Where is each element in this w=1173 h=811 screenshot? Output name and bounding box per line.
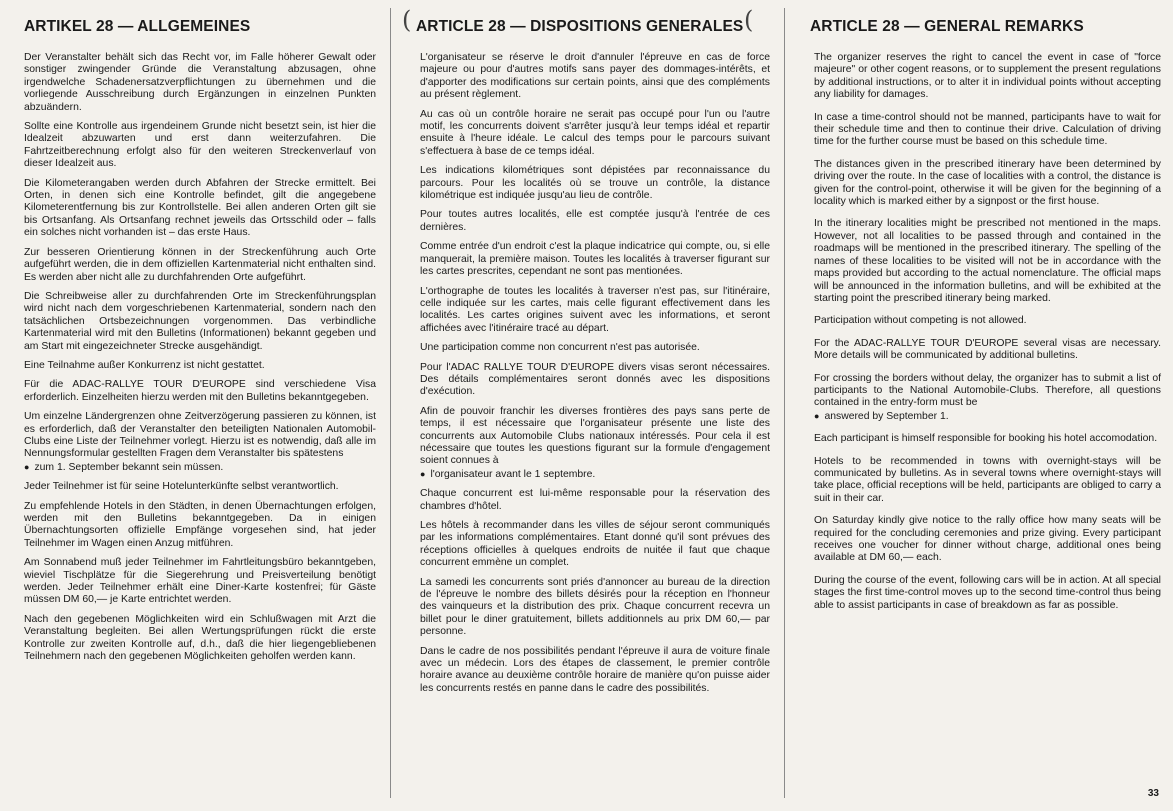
paragraph: Die Schreibweise aller zu durchfahrenden Orte im Streckenführungsplan wird nicht nach dem vorgeschriebenen Kartenmaterial, sondern nach den tatsächlichen Ortsbezeichnungen vorgenommen. Das verbindliche Kartenmaterial wird mit den Bulletins (Informationen) bekannt gegeben und am Start mit eingezeichneter Strecke ausgehändigt.: [24, 290, 376, 352]
paragraph: L'organisateur se réserve le droit d'annuler l'épreuve en cas de force majeure ou pour d'autres motifs sans payer des dommages-intérêts, et d'apporter des modifications sur certain points, ainsi que des compléments au présent règlement.: [420, 52, 770, 101]
column-french: [392, 0, 782, 811]
paragraph: Die Kilometerangaben werden durch Abfahren der Strecke ermittelt. Bei Orten, in denen sich eine Kontrolle befindet, gilt die angegebene Kilometerentfernung bis zur Kontrollstelle. Bei allen anderen Orten gilt sie bis Ortsanfang. Als Ortsanfang rechnet jeweils das Ortsschild oder – falls ein solches nicht vorhanden ist – das erste Haus.: [24, 177, 376, 239]
paragraph: L'orthographe de toutes les localités à traverser n'est pas, sur l'itinéraire, celle indiquée sur les cartes, mais celle figurant effectivement dans les localités. Les cartes origines suivent avec les informations, et seront affichées avec l'itinéraire tracé au départ.: [420, 285, 770, 334]
paragraph: Der Veranstalter behält sich das Recht vor, im Falle höherer Gewalt oder sonstiger zwingender Gründe die Veranstaltung abzusagen, ohne irgendwelche Schadenersatzverpflichtungen zu übernehmen und die vorliegende Ausschreibung durch Ergänzungen in einzelnen Punkten abzuändern.: [24, 52, 376, 113]
paragraph: In the itinerary localities might be prescribed not mentioned in the maps. However, not all localities to be passed through and contained in the roadmaps will be mentioned in the prescribed itinerary. The spelling of the names of these localities to be visited will not be in accordance with the maps provided but according to the actual nomenclature. The official maps will be announced in the information bulletins, and will be exhibited at the starting point the prescribed itinerary being marked.: [814, 218, 1161, 304]
paragraph: Les hôtels à recommander dans les villes de séjour seront communiqués par les informations complémentaires. Etant donné qu'il sont prévues des réceptions officielles à quelques endroits de nuitée il faut que chaque concurrent emmène un complet.: [420, 520, 770, 569]
paragraph: Afin de pouvoir franchir les diverses frontières des pays sans perte de temps, il est nécessaire que l'organisateur présente une liste des concurrents aux Automobile Clubs nationaux intéressés. Pour cela il est nécessaire que toutes les questions figurant sur la formule d'engagement soient connues à: [420, 405, 770, 467]
paragraph: During the course of the event, following cars will be in action. At all special stages the first time-control moves up to the second time-control thus being able to assist participants in case of breakdown as far as possible.: [814, 574, 1161, 611]
binding-ornament-icon: (: [402, 6, 412, 34]
paragraph: For the ADAC-RALLYE TOUR D'EUROPE several visas are necessary. More details will be communicated by additional bulletins.: [814, 337, 1161, 362]
column-german: [0, 0, 388, 811]
paragraph: La samedi les concurrents sont priés d'annoncer au bureau de la direction de l'épreuve le nombre des billets désirés pour la réception en l'honneur des vainqueurs et la distribution des prix. Chaque concurrent recevra un billet pour le diner gratuitement, billets additionnels au prix DM 60,— par personne.: [420, 576, 770, 638]
paragraph: Each participant is himself responsible for booking his hotel accomodation.: [814, 433, 1158, 445]
page-number: 33: [1147, 788, 1159, 799]
paragraph: The organizer reserves the right to cancel the event in case of "force majeure" or other cogent reasons, or to supplement the present regulations by additional instructions, or to alter it in individual points without accepting any liability for damages.: [814, 52, 1161, 101]
paragraph: Am Sonnabend muß jeder Teilnehmer im Fahrtleitungsbüro bekanntgeben, wieviel Tischplätze für die Siegerehrung und Preisverteilung benötigt werden. Jeder Teilnehmer erhält eine Diner-Karte kostenfrei; für Gäste müssen DM 60,— je Karte entrichtet werden.: [24, 557, 376, 606]
paragraph: Nach den gegebenen Möglichkeiten wird ein Schlußwagen mit Arzt die Veranstaltung begleiten. Bei allen Wertungsprüfungen rückt die erste Kontrolle zur zweiten Kontrolle auf, d.h., daß die hier liegengebliebenen Teilnehmern nach den gegebenen Möglichkeiten geholfen werden kann.: [24, 613, 376, 663]
column-divider: [390, 8, 391, 798]
bullet-paragraph: ● answered by September 1.: [814, 410, 1161, 423]
paragraph: Zu empfehlende Hotels in den Städten, in denen Übernachtungen erfolgen, werden mit den Bulletins bekanntgegeben. Da in einigen Übernachtungsorten offizielle Empfänge vorgesehen sind, hat jeder Teilnehmer im Wagen einen Anzug mitführen.: [24, 500, 376, 549]
bullet-paragraph: ● l'organisateur avant le 1 septembre.: [420, 468, 770, 481]
heading-english: ARTICLE 28 — GENERAL REMARKS: [810, 18, 1084, 35]
paragraph: Participation without competing is not allowed.: [814, 315, 1027, 327]
paragraph: On Saturday kindly give notice to the rally office how many seats will be required for the concluding ceremonies and prize giving. Every participant receives one voucher for dinner without charge, additional ones being available at DM 60,— each.: [814, 515, 1161, 564]
paragraph: For crossing the borders without delay, the organizer has to submit a list of participants to the National Automobile-Clubs. Therefore, all questions contained in the entry-form must be: [814, 372, 1161, 409]
binding-ornament-icon: (: [744, 6, 754, 34]
paragraph: Zur besseren Orientierung können in der Streckenführung auch Orte aufgeführt werden, die in dem offiziellen Kartenmaterial nicht enthalten sind. Es werden aber nicht alle zu durchfahrenden Orte aufgeführt.: [24, 246, 376, 283]
paragraph: Jeder Teilnehmer ist für seine Hotelunterkünfte selbst verantwortlich.: [24, 481, 339, 493]
paragraph: Dans le cadre de nos possibilités pendant l'épreuve il aura de voiture finale avec un médecin. Lors des étapes de classement, le premier contrôle horaire avance au deuxième contrôle horaire de manière qu'on puisse aider les concurrents restés en panne dans le cadre des possibilités.: [420, 645, 770, 694]
paragraph: Hotels to be recommended in towns with overnight-stays will be communicated by bulletins. As in several towns where overnight-stays will take place, official receptions will be held, participants are obliged to carry a suit in their car.: [814, 455, 1161, 504]
paragraph: Für die ADAC-RALLYE TOUR D'EUROPE sind verschiedene Visa erforderlich. Einzelheiten hierzu werden mit den Bulletins bekanntgegeben.: [24, 379, 376, 403]
paragraph: Um einzelne Ländergrenzen ohne Zeitverzögerung passieren zu können, ist es erforderlich, daß der Veranstalter den beteiligten Nationalen Automobil-Clubs eine Liste der Teilnehmer vorlegt. Hierzu ist es notwendig, daß alle im Nennungsformular gestellten Fragen dem Veranstalter bis spätestens: [24, 411, 376, 460]
paragraph: Pour l'ADAC RALLYE TOUR D'EUROPE divers visas seront nécessaires. Des détails complémentaires seront donnés avec les dispositions d'exécution.: [420, 361, 770, 398]
paragraph: The distances given in the prescribed itinerary have been determined by driving over the route. In the case of localities with a control, the distance is given for the control-point, otherwise it will be given for the beginning of a locality which is marked either by a signpost or the first house.: [814, 158, 1161, 208]
paragraph: In case a time-control should not be manned, participants have to wait for their schedule time and then to continue their drive. Calculation of driving time for the further course must be based on this schedule time.: [814, 111, 1161, 148]
paragraph: Eine Teilnahme außer Konkurrenz ist nicht gestattet.: [24, 359, 265, 371]
body-english: [800, 52, 1161, 612]
body-french: [406, 52, 770, 695]
paragraph: Au cas où un contrôle horaire ne serait pas occupé pour l'un ou l'autre motif, les concurrents doivent s'arrêter jusqu'à leur temps idéal et repartir ensuite à l'heure idéale. Le calcul des temps pour le parcours suivant s'effectuera à base de ce temps idéal.: [420, 108, 770, 157]
paragraph: Chaque concurrent est lui-même responsable pour la réservation des chambres d'hôtel.: [420, 488, 770, 512]
paragraph: Comme entrée d'un endroit c'est la plaque indicatrice qui compte, ou, si elle manquerait, la première maison. Toutes les localités à traverser figurant sur les cartes prescrites, cependant ne sont pas mentionées.: [420, 241, 770, 278]
bullet-paragraph: ● zum 1. September bekannt sein müssen.: [24, 461, 376, 474]
heading-french: ARTICLE 28 — DISPOSITIONS GENERALES: [416, 18, 744, 35]
body-german: [14, 52, 376, 663]
column-english: [786, 0, 1173, 811]
column-divider: [784, 8, 785, 798]
paragraph: Les indications kilométriques sont dépistées par reconnaissance du parcours. Pour les localités où se trouve un contrôle, la distance kilométrique est indiquée jusqu'au lieu de contrôle.: [420, 165, 770, 202]
paragraph: Une participation comme non concurrent n'est pas autorisée.: [420, 342, 700, 354]
paragraph: Sollte eine Kontrolle aus irgendeinem Grunde nicht besetzt sein, ist hier die Idealzeit abzuwarten und erst dann weiterzufahren. Die Fahrtzeitberechnung erfolgt also für den weiteren Streckenverlauf von dieser Idealzeit aus.: [24, 121, 376, 170]
paragraph: Pour toutes autres localités, elle est comptée jusqu'à l'entrée de ces dernières.: [420, 209, 770, 233]
heading-german: ARTIKEL 28 — ALLGEMEINES: [24, 18, 251, 35]
